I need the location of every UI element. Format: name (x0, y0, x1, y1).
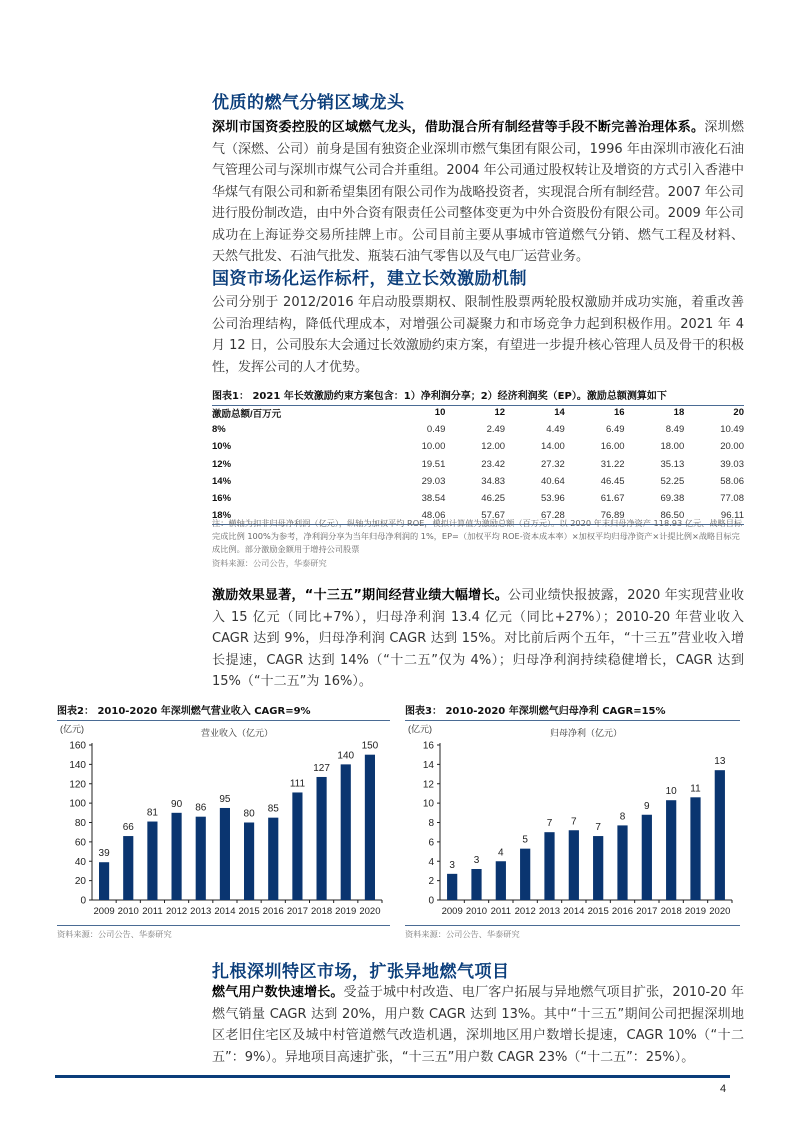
bar-value-label: 86 (195, 802, 207, 814)
y-tick-label: 0 (80, 895, 86, 907)
bar-value-label: 95 (219, 793, 231, 805)
x-tick-label: 2016 (611, 906, 634, 917)
bar-value-label: 4 (498, 847, 504, 859)
cell: 27.32 (541, 458, 565, 470)
cell: 10.00 (421, 441, 446, 453)
x-tick-label: 2017 (636, 906, 658, 917)
cell: 77.08 (720, 493, 744, 505)
bar-value-label: 39 (98, 848, 110, 860)
table-col-header: 14 (554, 407, 565, 419)
cell: 10.49 (720, 424, 744, 436)
x-tick-label: 2010 (117, 906, 139, 917)
cell: 4.49 (546, 424, 565, 436)
cell: 35.13 (660, 458, 685, 470)
bar-value-label: 8 (619, 811, 626, 823)
y-tick-label: 20 (74, 876, 86, 888)
incentive-table (212, 404, 744, 525)
y-tick-label: 40 (74, 856, 86, 868)
bar-value-label: 5 (522, 834, 528, 846)
cell: 76.89 (565, 507, 625, 525)
y-tick-label: 6 (428, 837, 434, 849)
cell: 0.49 (426, 424, 446, 436)
bar (172, 813, 182, 900)
table-row (212, 473, 744, 490)
paragraph-body: 受益于城中村改造、电厂客户拓展与异地燃气项目扩张，2010-20 年燃气销量 CAGR 达到 20%，用户数 CAGR 达到 13%。其中“十三五”期间公司把握深圳地区老旧住宅区及城中村管道燃气改造机遇，深圳地区用户数增长提速，CAGR 10%（“十二五”：9%）。异地项目高速扩张，“十三五”用户数 CAGR 23%（“十二五”：25%）。 (212, 985, 744, 1065)
table-col-header: 18 (673, 407, 685, 419)
paragraph-lead: 深圳市国资委控股的区域燃气龙头，借助混合所有制经营等手段不断完善治理体系。 (212, 120, 705, 135)
x-tick-label: 2014 (214, 906, 236, 917)
figure3-source: 资料来源：公司公告、华泰研究 (405, 929, 520, 939)
cell: 12.00 (481, 441, 506, 453)
bar (268, 818, 278, 900)
y-tick-label: 10 (422, 798, 434, 810)
bar (642, 815, 652, 900)
figure2-title: 图表2： 2010-2020 年深圳燃气营业收入 CAGR=9% (57, 702, 390, 721)
table-col-header: 10 (434, 407, 446, 419)
figure3-divider (405, 925, 740, 926)
bar (715, 770, 725, 900)
paragraph-lead: 燃气用户数快速增长。 (212, 985, 344, 1000)
table-source: 资料来源：公司公告，华泰研究 (212, 558, 327, 568)
y-tick-label: 4 (428, 856, 434, 868)
table-note: 注：横轴为扣非归母净利润（亿元），纵轴为加权平均 ROE，模拟计算值为激励总额（百万元）。以 2020 年末归母净资产 118.93 亿元、战略目标完成比例 100%为参考，净利润分享为当年归母净利润的 1%，EP=（加权平均 ROE-资本成本率）×加权平均归母净资产×计提比例×战略目标完成比例。部分激励金额用于增持公司股票 (212, 518, 743, 554)
x-tick-label: 2015 (587, 906, 609, 917)
row-label: 18% (212, 507, 386, 525)
paragraph-lead: 激励效果显著，“十三五”期间经营业绩大幅增长。 (212, 588, 508, 603)
table-col-header: 20 (733, 407, 744, 419)
x-tick-label: 2010 (465, 906, 488, 917)
paragraph-body: 公司业绩快报披露，2020 年实现营业收入 15 亿元（同比+7%），归母净利润 13.4 亿元（同比+27%）；2010-20 年营业收入 CAGR 达到 9%，归母净利润 CAGR 达到 15%。对比前后两个五年，“十三五”营业收入增长提速，CAGR 达到 14%（“十二五”仅为 4%）；归母净利润持续稳健增长，CAGR 达到 15%（“十二五”为 16%）。 (212, 588, 744, 689)
bar-value-label: 7 (595, 822, 601, 834)
x-tick-label: 2019 (684, 906, 707, 917)
x-tick-label: 2019 (335, 906, 357, 917)
figure2-source: 资料来源：公司公告、华泰研究 (57, 929, 172, 939)
bar (196, 817, 206, 900)
table-row (212, 490, 744, 507)
table-row (212, 421, 744, 438)
x-tick-label: 2009 (93, 906, 115, 917)
bar-value-label: 90 (171, 798, 183, 810)
x-tick-label: 2020 (359, 906, 381, 917)
y-tick-label: 12 (422, 779, 434, 791)
x-tick-label: 2013 (538, 906, 561, 917)
row-label: 8% (212, 424, 226, 436)
table-col-header: 16 (613, 407, 625, 419)
cell: 86.50 (625, 507, 685, 525)
cell: 2.49 (486, 424, 506, 436)
revenue-bar-chart (57, 720, 390, 925)
chart-title: 营业收入（亿元） (200, 728, 274, 738)
cell: 58.06 (720, 475, 744, 487)
bar (292, 792, 302, 900)
cell: 16.00 (600, 441, 625, 453)
paragraph-performance (212, 585, 744, 693)
cell: 8.49 (665, 424, 685, 436)
y-tick-label: 100 (69, 798, 86, 810)
footer-divider (55, 1075, 730, 1078)
table-row (212, 438, 744, 455)
y-tick-label: 0 (428, 895, 434, 907)
cell: 19.51 (421, 458, 446, 470)
section-heading-expansion: 扎根深圳特区市场，扩张异地燃气项目 (212, 962, 510, 982)
x-tick-label: 2013 (190, 906, 212, 917)
bar (220, 808, 230, 900)
cell: 34.83 (481, 475, 506, 487)
y-tick-label: 140 (69, 759, 86, 771)
cell: 48.06 (386, 507, 446, 525)
x-tick-label: 2017 (286, 906, 308, 917)
y-tick-label: 80 (74, 818, 86, 829)
x-tick-label: 2018 (311, 906, 333, 917)
cell: 40.64 (541, 475, 565, 487)
y-tick-label: 60 (74, 837, 86, 849)
cell: 46.45 (600, 475, 625, 487)
bar (544, 832, 554, 900)
page-number: 4 (720, 1083, 727, 1095)
cell: 52.25 (660, 475, 685, 487)
table-title: 图表1： 2021 年长效激励约束方案包含：1）净利润分享；2）经济利润奖（EP）。激励总额测算如下 (212, 387, 744, 406)
cell: 29.03 (421, 475, 446, 487)
x-tick-label: 2018 (660, 906, 682, 917)
bar-value-label: 9 (644, 800, 650, 812)
bar-value-label: 11 (690, 783, 701, 795)
bar-value-label: 3 (473, 855, 480, 866)
y-tick-label: 14 (422, 759, 434, 771)
bar (123, 836, 133, 900)
cell: 46.25 (481, 493, 506, 505)
table-header-row (212, 404, 744, 421)
x-tick-label: 2011 (142, 906, 163, 917)
cell: 20.00 (720, 441, 744, 453)
bar (365, 755, 375, 900)
bar (447, 874, 457, 900)
y-tick-label: 120 (69, 779, 86, 791)
bar-value-label: 80 (243, 808, 255, 820)
figure2-divider (57, 925, 390, 926)
x-tick-label: 2014 (563, 906, 585, 917)
cell: 31.22 (600, 458, 625, 470)
bar (471, 869, 481, 900)
cell: 61.67 (600, 493, 625, 505)
y-tick-label: 2 (428, 876, 434, 888)
paragraph-incentive: 公司分别于 2012/2016 年启动股票期权、限制性股票两轮股权激励并成功实施，着重改善公司治理结构，降低代理成本，对增强公司凝聚力和市场竞争力起到积极作用。2021 年 4 月 12 日，公司股东大会通过长效激励约束方案，有望进一步提升核心管理人员及骨干的积极性，发挥公司的人才优势。 (212, 295, 744, 375)
chart-title: 归母净利（亿元） (549, 728, 623, 738)
bar-value-label: 7 (546, 818, 553, 830)
table-header-label: 激励总额/百万元 (212, 408, 282, 420)
bar-value-label: 111 (289, 778, 306, 790)
bar (99, 862, 109, 900)
paragraph-company-history (212, 117, 744, 268)
x-tick-label: 2011 (490, 906, 512, 917)
bar-value-label: 10 (665, 786, 677, 798)
bar-value-label: 150 (361, 740, 379, 752)
x-tick-label: 2009 (441, 906, 463, 917)
bar (520, 849, 530, 900)
cell: 23.42 (481, 458, 506, 470)
x-tick-label: 2016 (262, 906, 284, 917)
bar-value-label: 3 (449, 859, 455, 871)
y-tick-label: 160 (69, 740, 86, 752)
bar-value-label: 140 (337, 750, 355, 762)
bar (147, 822, 157, 900)
cell: 96.11 (684, 507, 744, 525)
bar (690, 797, 700, 900)
bar (496, 861, 506, 900)
x-tick-label: 2015 (238, 906, 260, 917)
cell: 57.67 (445, 507, 505, 525)
y-axis-unit-label: (亿元) (60, 724, 84, 734)
row-label: 12% (212, 458, 232, 470)
x-tick-label: 2020 (709, 906, 731, 917)
bar (569, 830, 579, 900)
cell: 6.49 (606, 424, 625, 436)
bar-value-label: 13 (714, 756, 726, 768)
row-label: 10% (212, 441, 232, 453)
cell: 38.54 (421, 493, 446, 505)
bar (593, 836, 603, 900)
x-tick-label: 2012 (166, 906, 188, 917)
table-col-header: 12 (494, 407, 506, 419)
net-profit-bar-chart (405, 720, 740, 925)
cell: 67.28 (505, 507, 565, 525)
figure3-title: 图表3： 2010-2020 年深圳燃气归母净利 CAGR=15% (405, 702, 740, 721)
section-heading-incentive: 国资市场化运作标杆，建立长效激励机制 (212, 269, 527, 289)
table-row (212, 456, 744, 473)
cell: 39.03 (720, 458, 744, 470)
cell: 14.00 (541, 441, 565, 453)
bar-value-label: 85 (267, 803, 279, 815)
bar (617, 825, 627, 900)
row-label: 14% (212, 475, 232, 487)
row-label: 16% (212, 493, 232, 505)
y-axis-unit-label: (亿元) (408, 724, 432, 734)
bar (317, 777, 327, 900)
cell: 69.38 (660, 493, 685, 505)
paragraph-user-growth (212, 982, 744, 1068)
y-tick-label: 8 (428, 818, 434, 829)
bar-value-label: 127 (313, 762, 330, 774)
bar-value-label: 7 (571, 816, 577, 828)
bar (341, 764, 351, 900)
cell: 18.00 (660, 441, 685, 453)
paragraph-body: 深圳燃气（深燃、公司）前身是国有独资企业深圳市燃气集团有限公司，1996 年由深圳市液化石油气管理公司与深圳市煤气公司合并重组。2004 年公司通过股权转让及增资的方式引入香港中华煤气有限公司和新希望集团有限公司作为战略投资者，实现混合所有制经营。2007 年公司进行股份制改造，由中外合资有限责任公司整体变更为中外合资股份有限公司。2009 年公司成功在上海证券交易所挂牌上市。公司目前主要从事城市管道燃气分销、燃气工程及材料、天然气批发、石油气批发、瓶装石油气零售以及气电厂运营业务。 (212, 120, 744, 264)
bar (666, 800, 676, 900)
bar-value-label: 66 (122, 822, 134, 834)
cell: 53.96 (541, 493, 565, 505)
bar (244, 823, 254, 901)
x-tick-label: 2012 (514, 906, 536, 917)
section-heading-market-leader: 优质的燃气分销区域龙头 (212, 93, 405, 113)
y-tick-label: 16 (422, 740, 434, 752)
bar-value-label: 81 (146, 807, 158, 819)
